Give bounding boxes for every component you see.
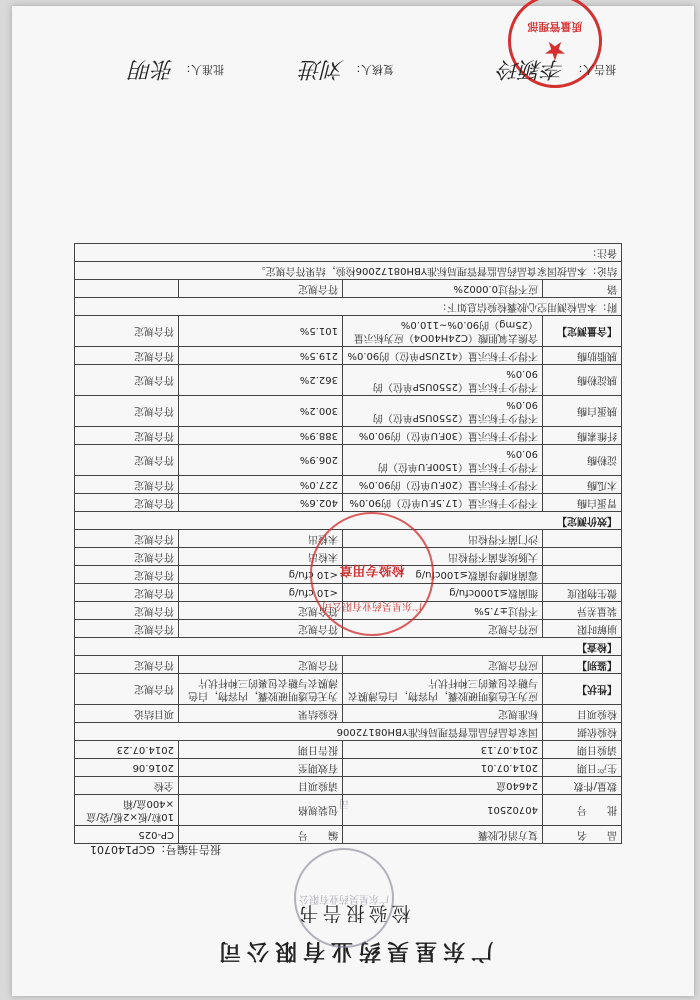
titer-row [75,365,622,396]
check-conclusion: 符合规定 [75,566,179,584]
section-traits: 【性状】 [543,674,622,705]
reviewer-label: 复核人： [350,63,394,76]
reporter-label: 报告人： [572,63,616,76]
info-value: 全检 [75,777,179,795]
check-item [543,566,622,584]
titer-row [75,494,622,512]
reviewer-signature: 刘进 [299,56,344,81]
remarks-text: 备注： [75,244,622,262]
titer-conclusion: 符合规定 [75,396,179,427]
titer-standard: 不得少于标示量（2550USP单位）的90.0% [342,365,542,396]
info-label: 请验日期 [543,741,622,759]
note-row [75,280,622,298]
note-item: 铬 [543,280,622,298]
titer-row [75,427,622,445]
section-identification: 【鉴别】 [543,656,622,674]
basis-label: 检验依据 [543,723,622,741]
titer-conclusion: 符合规定 [75,445,179,476]
check-standard: 大肠埃希菌不得检出 [342,548,542,566]
conclusion-row [75,262,622,280]
info-value: 2014.07.13 [342,741,542,759]
check-item [543,530,622,548]
info-value: 2014.07.23 [75,741,179,759]
titer-result: 206.9% [178,445,342,476]
info-label: 批 号 [543,795,622,826]
assay-row [75,316,622,347]
titer-row [75,476,622,494]
titer-result: 300.2% [178,396,342,427]
titer-result: 227.0% [178,476,342,494]
titer-row [75,445,622,476]
titer-item: 胰淀粉酶 [543,365,622,396]
titer-result: 362.2% [178,365,342,396]
check-conclusion: 符合规定 [75,620,179,638]
check-conclusion: 符合规定 [75,602,179,620]
traits-row [75,674,622,705]
col-conclusion: 项目结论 [75,705,179,723]
note-label: 附：本品检测用空心胶囊检验信息如下： [75,298,622,316]
inspection-seal: 广东星昊药业有限公司 检验专用章 [310,512,434,636]
traits-result: 为无色透明硬胶囊，内容物，白色薄膜衣与糖衣包裹的三种杆状片 [178,674,342,705]
check-result: <10 cfu/g [178,584,342,602]
column-header-row [75,705,622,723]
basis-row [75,723,622,741]
info-row [75,795,622,826]
titer-result: 402.6% [178,494,342,512]
assay-conclusion: 符合规定 [75,316,179,347]
report-title: 检验报告书 [295,902,411,924]
info-label: 有效期至 [178,759,342,777]
titer-standard: 不得少于标示量（412USP单位）的90.0% [342,347,542,365]
check-item: 装量差异 [543,602,622,620]
titer-result: 219.5% [178,347,342,365]
titer-standard: 不得少于标示量（1500F.U单位）的90.0% [342,445,542,476]
titer-item: 胰脂肪酶 [543,347,622,365]
note-label-row [75,298,622,316]
titer-conclusion: 符合规定 [75,476,179,494]
titer-item: 纤维素酶 [543,427,622,445]
info-row [75,777,622,795]
ident-standard: 应符合规定 [342,656,542,674]
titer-item: 胰蛋白酶 [543,396,622,427]
check-result: 符合规定 [178,602,342,620]
approver-signature: 张明 [129,56,174,81]
titer-conclusion: 符合规定 [75,427,179,445]
check-header-row [75,638,622,656]
check-standard: 不得过±7.5% [342,602,542,620]
check-item: 微生物限度 [543,584,622,602]
check-item: 崩解时限 [543,620,622,638]
info-value: 10粒/板×2板/袋/盒×400盒/箱 [75,795,179,826]
titer-standard: 不得少于标示量（2550USP单位）的90.0% [342,396,542,427]
titer-conclusion: 符合规定 [75,494,179,512]
check-conclusion: 符合规定 [75,530,179,548]
info-value: 24640盒 [342,777,542,795]
info-row [75,759,622,777]
remarks-row [75,244,622,262]
info-label: 请验项目 [178,777,342,795]
info-value: 2016.06 [75,759,179,777]
titer-standard: 不得少于标示量（30F.U单位）的90.0% [342,427,542,445]
info-value: CP-025 [75,826,179,844]
conclusion-text: 结论：本品按国家食品药品监督管理局标准YBH08172006检验，结果符合规定。 [75,262,622,280]
check-result: 符合规定 [178,620,342,638]
info-label: 包装规格 [178,795,342,826]
titer-item: 淀粉酶 [543,445,622,476]
star-icon: ★ [543,35,567,65]
titer-item: 木瓜酶 [543,476,622,494]
section-assay: 【含量测定】 [543,316,622,347]
assay-standard: 含熊去氧胆酸（C24H40O4）应为标示量（25mg）的90.0%~110.0% [342,316,542,347]
titer-conclusion: 符合规定 [75,347,179,365]
approver-label: 批准人： [180,63,224,76]
ident-row [75,656,622,674]
check-standard: 应符合规定 [342,620,542,638]
info-value: 复方消化胶囊 [342,826,542,844]
company-name: 广东星昊药业有限公司 [213,938,494,963]
check-result: <10 cfu/g [178,566,342,584]
check-standard: 细菌数≤1000cfu/g [342,584,542,602]
info-row [75,741,622,759]
check-result: 未检出 [178,530,342,548]
titer-item: 胃蛋白酶 [543,494,622,512]
traits-standard: 应为无色透明硬胶囊，内容物，白色薄膜衣与糖衣包裹的三种杆状片 [342,674,542,705]
info-label: 品 名 [543,826,622,844]
titer-standard: 不得少于标示量（17.5F.U单位）的90.0% [342,494,542,512]
check-standard: 霉菌和酵母菌数≤100cfu/g [342,566,542,584]
reporter-signature: 李颖玲 [497,56,564,81]
titer-row [75,396,622,427]
info-label: 数量/件数 [543,777,622,795]
report-paper [12,6,694,996]
check-result: 未检出 [178,548,342,566]
info-value: 2014.07.01 [342,759,542,777]
titer-row [75,347,622,365]
check-conclusion: 符合规定 [75,584,179,602]
basis-value: 国家食品药品监督管理局标准YBH08172006 [75,723,543,741]
note-result: 符合规定 [178,280,342,298]
traits-conclusion: 符合规定 [75,674,179,705]
titer-standard: 不得少于标示量（20F.U单位）的90.0% [342,476,542,494]
ident-result: 符合规定 [178,656,342,674]
check-item [543,548,622,566]
info-label: 报告日期 [178,741,342,759]
info-label: 生产日期 [543,759,622,777]
info-row [75,826,622,844]
col-item: 检验项目 [543,705,622,723]
ident-conclusion: 符合规定 [75,656,179,674]
col-standard: 标准规定 [342,705,542,723]
info-value: 40702501 [342,795,542,826]
section-titer: 【效价测定】 [75,512,622,530]
assay-result: 101.5% [178,316,342,347]
check-standard: 沙门菌不得检出 [342,530,542,548]
titer-conclusion: 符合规定 [75,365,179,396]
company-seal: 广东星昊药业有限公司 [294,848,394,948]
col-result: 检验结果 [178,705,342,723]
note-standard: 应不得过0.0002% [342,280,542,298]
quality-dept-seal: ★ 质量管理部 [508,0,602,88]
titer-result: 388.9% [178,427,342,445]
report-number: 报告书编号：GCP140701 [90,843,221,856]
info-label: 编 号 [178,826,342,844]
section-check: 【检查】 [75,638,622,656]
check-conclusion: 符合规定 [75,548,179,566]
